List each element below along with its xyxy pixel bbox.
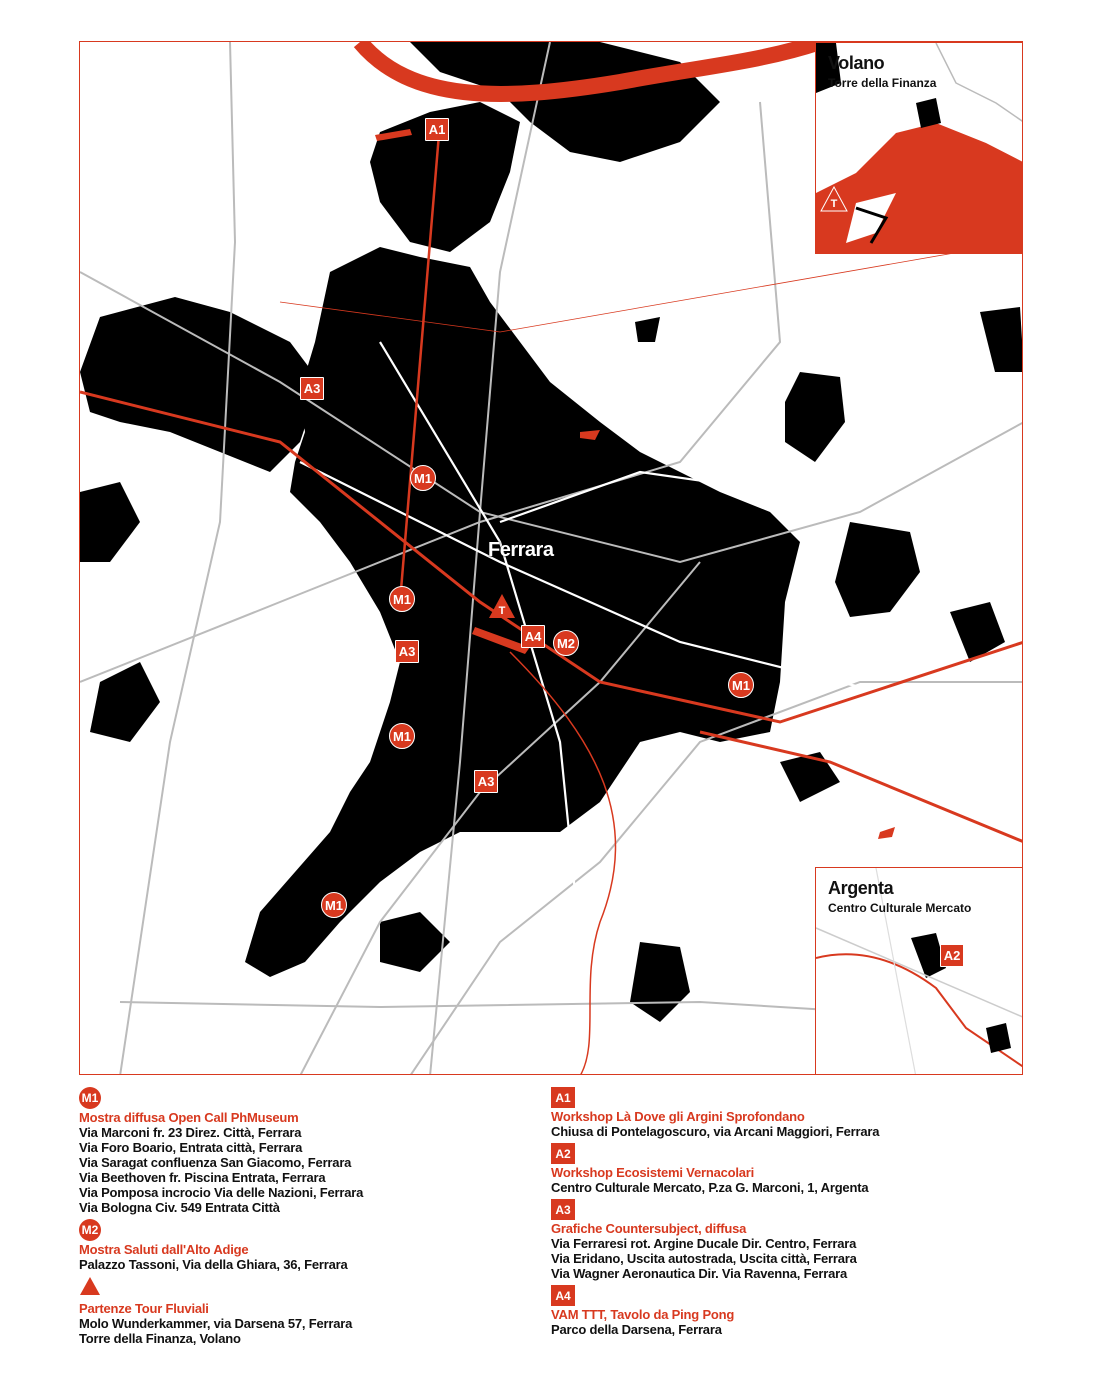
- legend-badge: M2: [79, 1219, 101, 1241]
- legend-title: Partenze Tour Fluviali: [79, 1301, 209, 1316]
- marker-m1-marconi[interactable]: M1: [410, 465, 436, 491]
- legend-line: Via Eridano, Uscita autostrada, Uscita città, Ferrara: [551, 1251, 857, 1266]
- legend-title: Mostra diffusa Open Call PhMuseum: [79, 1110, 299, 1125]
- legend-line: Parco della Darsena, Ferrara: [551, 1322, 722, 1337]
- marker-a4-parco-darsena[interactable]: A4: [521, 625, 545, 648]
- legend-line: Via Marconi fr. 23 Direz. Città, Ferrara: [79, 1125, 302, 1140]
- legend-line: Via Saragat confluenza San Giacomo, Ferrara: [79, 1155, 352, 1170]
- legend-line: Chiusa di Pontelagoscuro, via Arcani Maggiori, Ferrara: [551, 1124, 880, 1139]
- inset-volano-map: [816, 43, 1023, 254]
- triangle-icon: [79, 1276, 101, 1296]
- marker-m1-saragat[interactable]: M1: [389, 723, 415, 749]
- legend-item-a1: [551, 1087, 1011, 1139]
- legend-line: Via Ferraresi rot. Argine Ducale Dir. Centro, Ferrara: [551, 1236, 857, 1251]
- legend-line: Via Pomposa incrocio Via delle Nazioni, Ferrara: [79, 1185, 364, 1200]
- legend-right: [551, 1087, 1011, 1341]
- legend-badge: [79, 1276, 101, 1296]
- inset-volano-subtitle: Torre della Finanza: [828, 76, 937, 90]
- legend-item-t: [79, 1276, 539, 1346]
- marker-t-volano[interactable]: T: [820, 186, 848, 212]
- inset-argenta-title: Argenta: [828, 878, 894, 898]
- legend-line: Centro Culturale Mercato, P.za G. Marconi, 1, Argenta: [551, 1180, 869, 1195]
- marker-m2-palazzo-tassoni[interactable]: M2: [553, 630, 579, 656]
- legend-left: [79, 1087, 539, 1350]
- inset-argenta[interactable]: [815, 867, 1023, 1075]
- city-label: Ferrara: [488, 539, 554, 561]
- legend-badge: M1: [79, 1087, 101, 1109]
- legend-line: Palazzo Tassoni, Via della Ghiara, 36, Ferrara: [79, 1257, 348, 1272]
- legend-line: Via Wagner Aeronautica Dir. Via Ravenna, Ferrara: [551, 1266, 848, 1281]
- legend-badge: A3: [551, 1199, 575, 1220]
- marker-a2-argenta[interactable]: A2: [940, 944, 964, 967]
- marker-a3-wagner[interactable]: A3: [474, 770, 498, 793]
- legend-title: Grafiche Countersubject, diffusa: [551, 1221, 747, 1236]
- legend-title: Mostra Saluti dall'Alto Adige: [79, 1242, 249, 1257]
- inset-volano-title: Volano: [828, 53, 885, 73]
- marker-a3-ferraresi[interactable]: A3: [300, 377, 324, 400]
- legend-item-m1: [79, 1087, 539, 1215]
- marker-m1-foro-boario[interactable]: M1: [389, 586, 415, 612]
- inset-argenta-map: [816, 868, 1023, 1075]
- legend-line: Via Foro Boario, Entrata città, Ferrara: [79, 1140, 303, 1155]
- legend-line: Via Bologna Civ. 549 Entrata Città: [79, 1200, 280, 1215]
- legend-item-m2: [79, 1219, 539, 1272]
- marker-m1-bologna[interactable]: M1: [321, 892, 347, 918]
- legend-line: Molo Wunderkammer, via Darsena 57, Ferrara: [79, 1316, 353, 1331]
- legend-title: Workshop Là Dove gli Argini Sprofondano: [551, 1109, 805, 1124]
- legend-badge: A2: [551, 1143, 575, 1164]
- legend-item-a2: [551, 1143, 1011, 1195]
- legend-title: Workshop Ecosistemi Vernacolari: [551, 1165, 755, 1180]
- legend-badge: A4: [551, 1285, 575, 1306]
- legend-title: VAM TTT, Tavolo da Ping Pong: [551, 1307, 735, 1322]
- inset-volano[interactable]: [815, 42, 1023, 254]
- map-frame[interactable]: [79, 41, 1023, 1075]
- legend-item-a4: [551, 1285, 1011, 1337]
- marker-a3-eridano[interactable]: A3: [395, 640, 419, 663]
- legend-line: Via Beethoven fr. Piscina Entrata, Ferrara: [79, 1170, 326, 1185]
- marker-a1-pontelagoscuro[interactable]: A1: [425, 118, 449, 141]
- marker-t-darsena[interactable]: T: [488, 593, 516, 619]
- legend-line: Torre della Finanza, Volano: [79, 1331, 241, 1346]
- legend-item-a3: [551, 1199, 1011, 1281]
- marker-m1-pomposa[interactable]: M1: [728, 672, 754, 698]
- legend-badge: A1: [551, 1087, 575, 1108]
- inset-argenta-subtitle: Centro Culturale Mercato: [828, 901, 972, 915]
